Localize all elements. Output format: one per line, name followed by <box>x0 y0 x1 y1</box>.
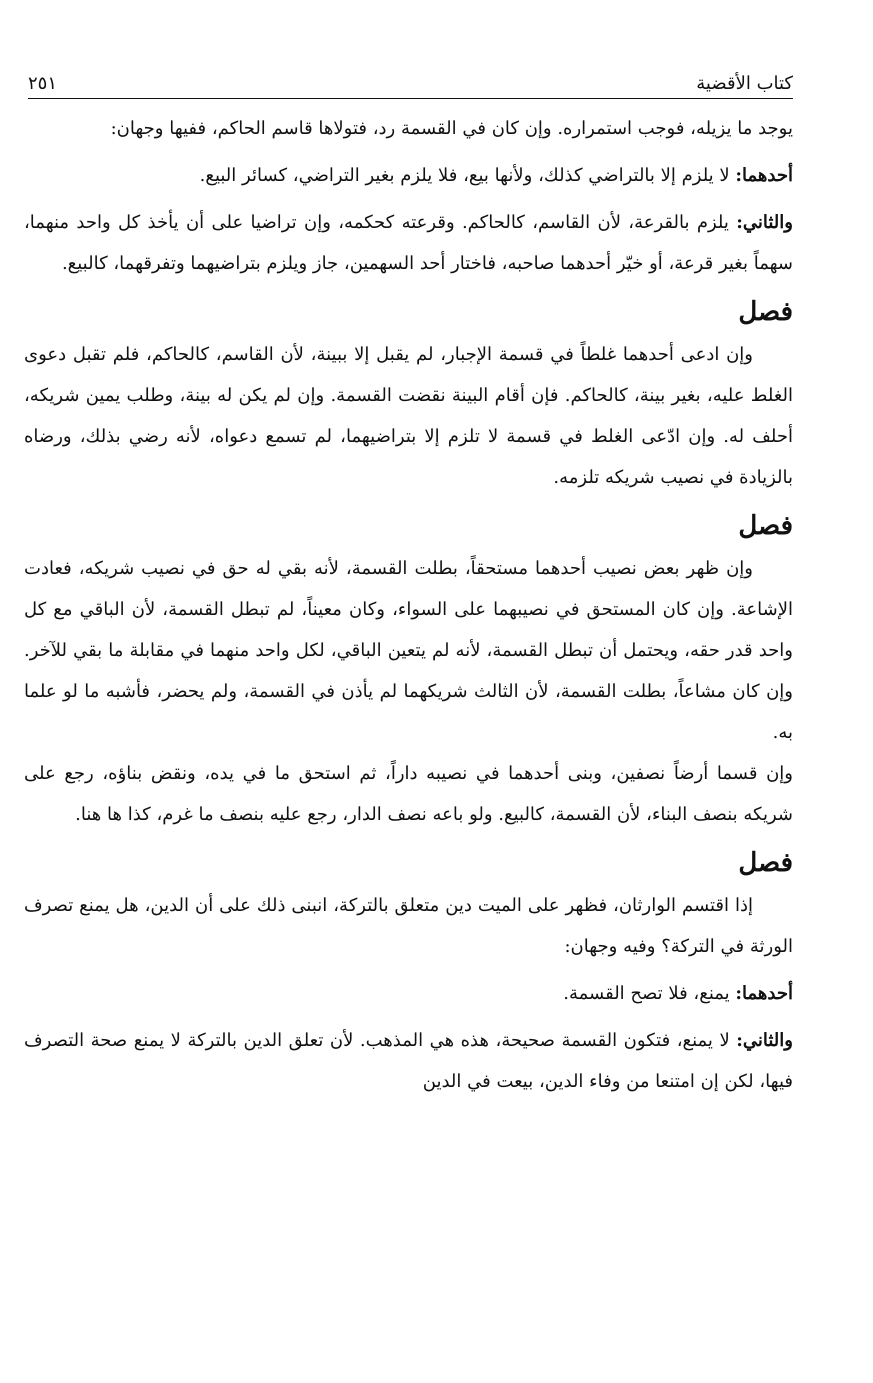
paragraph-lead: والثاني: <box>736 1030 793 1051</box>
section-heading: فصل <box>738 848 793 878</box>
page-number: ٢٥١ <box>28 73 58 94</box>
paragraph: وإن قسما أرضاً نصفين، وبنى أحدهما في نصيبه داراً، ثم استحق ما في يده، ونقض بناؤه، رجع على شريكه بنصف البناء، لأن القسمة، كالبيع. ولو باعه نصف الدار، رجع عليه بنصف ما غرم، كذا ها هنا. <box>24 763 793 825</box>
section-heading: فصل <box>738 511 793 541</box>
book-title: كتاب الأقضية <box>696 73 793 94</box>
paragraph: وإن ادعى أحدهما غلطاً في قسمة الإجبار، لم يقبل إلا ببينة، لأن القاسم، كالحاكم، فلم تقبل دعوى الغلط عليه، بغير بينة، كالحاكم. فإن أقام البينة نقضت القسمة. وإن لم يكن له بينة، وطلب يمين شريكه، أحلف له. وإن ادّعى الغلط في قسمة لا تلزم إلا بتراضيهما، لم تسمع دعواه، لأنه رضي بذلك، ورضاه بالزيادة في نصيب شريكه تلزمه. <box>24 344 793 488</box>
paragraph: أحدهما: يمنع، فلا تصح القسمة. <box>563 983 793 1004</box>
paragraph-lead: أحدهما: <box>735 983 793 1004</box>
page-body <box>24 108 793 1102</box>
paragraph: والثاني: لا يمنع، فتكون القسمة صحيحة، هذه هي المذهب. لأن تعلق الدين بالتركة لا يمنع صحة التصرف فيها، لكن إن امتنعا من وفاء الدين، بيعت في الدين <box>24 1030 793 1092</box>
paragraph: والثاني: يلزم بالقرعة، لأن القاسم، كالحاكم. وقرعته كحكمه، وإن تراضيا على أن يأخذ كل واحد منهما، سهماً بغير قرعة، أو خيّر أحدهما صاحبه، فاختار أحد السهمين، جاز ويلزم بتراضيهما وتفرقهما، كالبيع. <box>24 212 793 274</box>
paragraph-lead: والثاني: <box>736 212 793 233</box>
paragraph: يوجد ما يزيله، فوجب استمراره. وإن كان في القسمة رد، فتولاها قاسم الحاكم، ففيها وجهان: <box>110 118 793 139</box>
paragraph: إذا اقتسم الوارثان، فظهر على الميت دين متعلق بالتركة، انبنى ذلك على أن الدين، هل يمنع تصرف الورثة في التركة؟ وفيه وجهان: <box>24 895 793 957</box>
paragraph: وإن ظهر بعض نصيب أحدهما مستحقاً، بطلت القسمة، لأنه بقي له حق في نصيب شريكه، فعادت الإشاعة. وإن كان المستحق في نصيبهما على السواء، وكان معيناً، لم تبطل القسمة، لأن الباقي مع كل واحد قدر حقه، ويحتمل أن تبطل القسمة، لأنه لم يتعين الباقي، لكل واحد منهما في مقابلة ما بقي للآخر. وإن كان مشاعاً، بطلت القسمة، لأن الثالث شريكهما لم يأذن في القسمة، ولم يحضر، فأشبه ما لو علما به. <box>24 558 793 743</box>
paragraph-lead: أحدهما: <box>735 165 793 186</box>
section-heading: فصل <box>738 297 793 327</box>
paragraph: أحدهما: لا يلزم إلا بالتراضي كذلك، ولأنها بيع، فلا يلزم بغير التراضي، كسائر البيع. <box>199 165 793 186</box>
running-header <box>28 58 793 99</box>
